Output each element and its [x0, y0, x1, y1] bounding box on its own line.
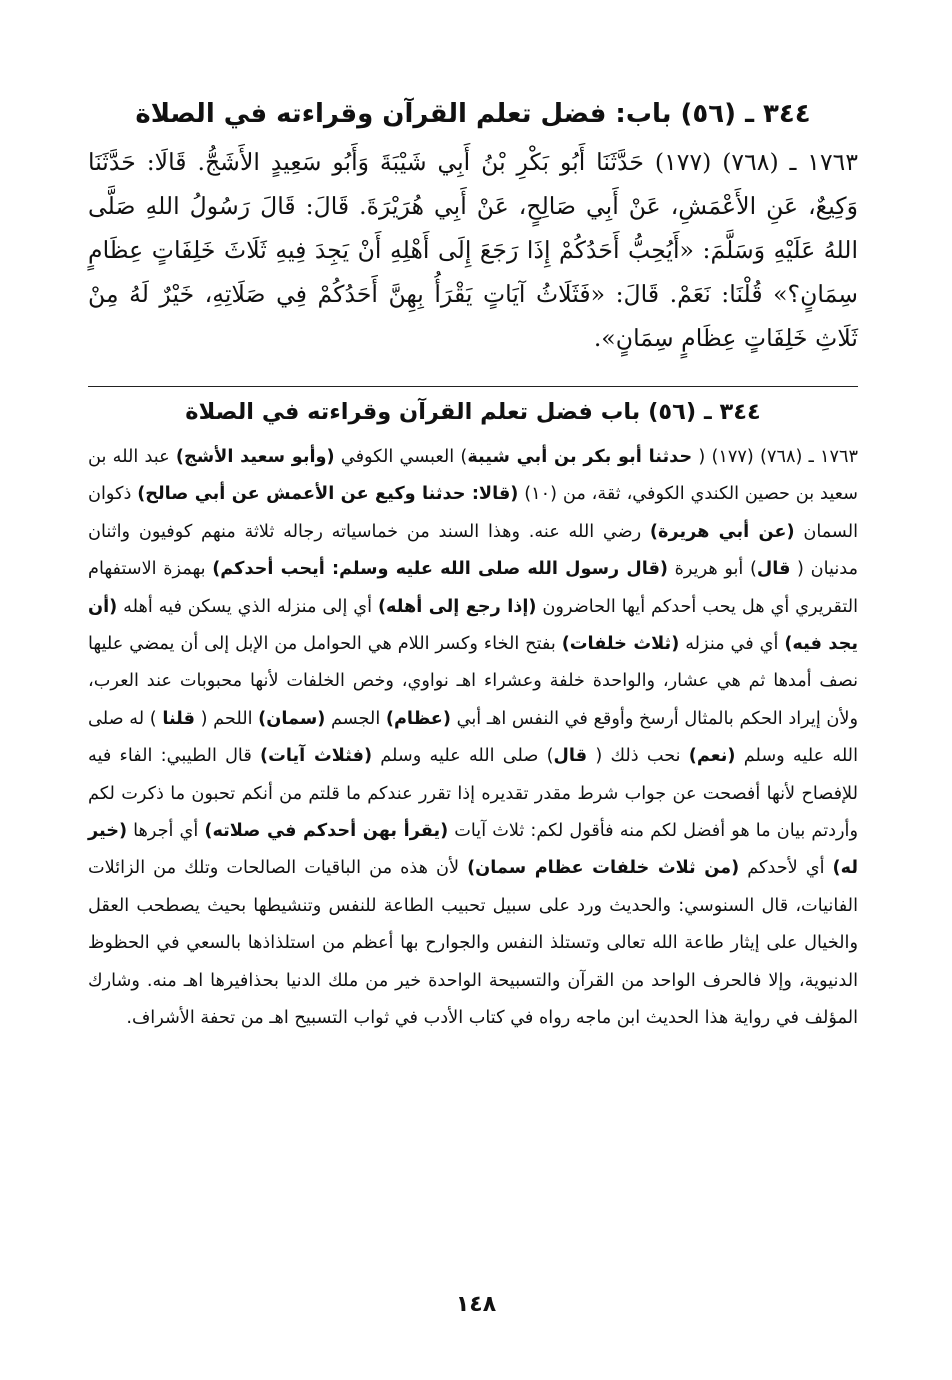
commentary-segment: رضي الله عنه. وهذا السند من خماسياته رجاله ثلاثة منهم كوفيون واثنان مدنيان (	[88, 521, 858, 580]
commentary-segment: أي لأحدكم	[739, 858, 833, 879]
commentary-bold-segment: (يقرأ بهن أحدكم في صلاته)	[204, 821, 449, 842]
commentary-segment: اللحم (	[194, 708, 259, 729]
commentary-bold-segment: قال	[756, 559, 791, 580]
commentary-segment: بهمزة الاستفهام التقريري أي هل يحب أحدكم أيها الحاضرون	[88, 559, 859, 617]
commentary-segment: أي إلى منزله الذي يسكن فيه أهله	[117, 596, 378, 617]
commentary-segment: ١٧٦٣ ـ (٧٦٨) (١٧٧) (	[692, 447, 859, 467]
separator-line	[88, 386, 858, 387]
commentary-text	[88, 439, 858, 1038]
commentary-segment: ) العبسي الكوفي	[334, 447, 468, 467]
commentary-bold-segment: (قالا: حدثنا وكيع عن الأعمش عن أبي صالح)	[137, 484, 519, 505]
commentary-bold-segment: قال	[553, 746, 588, 767]
commentary-bold-segment: (قال رسول الله صلى الله عليه وسلم: أيحب أحدكم)	[212, 559, 669, 580]
commentary-segment: ) صلى الله عليه وسلم	[372, 746, 554, 767]
chapter-heading: ٣٤٤ ـ (٥٦) باب: فضل تعلم القرآن وقراءته في الصلاة	[135, 99, 811, 129]
page-body	[88, 94, 858, 1038]
commentary-segment: عبد الله بن سعيد بن حصين الكندي الكوفي، ثقة، من (١٠)	[88, 447, 859, 505]
commentary-segment: أي أجرها	[127, 821, 205, 842]
hadith-text: ١٧٦٣ ـ (٧٦٨) (١٧٧) حَدَّثَنَا أَبُو بَكْرِ بْنُ أَبِي شَيْبَةَ وَأَبُو سَعِيدٍ الأَشَجُّ. قَالَا: حَدَّثَنَا وَكِيعٌ، عَنِ الأَعْمَشِ، عَنْ أَبِي صَالِحٍ، عَنْ أَبِي هُرَيْرَةَ. قَالَ: قَالَ رَسُولُ اللهِ صَلَّى اللهُ عَلَيْهِ وَسَلَّمَ: «أَيُحِبُّ أَحَدُكُمْ إِذَا رَجَعَ إِلَى أَهْلِهِ أَنْ يَجِدَ فِيهِ ثَلَاثَ خَلِفَاتٍ عِظَامٍ سِمَانٍ؟» قُلْنَا: نَعَمْ. قَالَ: «فَثَلَاثُ آيَاتٍ يَقْرَأُ بِهِنَّ أَحَدُكُمْ فِي صَلَاتِهِ، خَيْرٌ لَهُ مِنْ ثَلَاثِ خَلِفَاتٍ عِظَامٍ سِمَانٍ».	[88, 148, 858, 352]
commentary-bold-segment: (عظام)	[385, 708, 451, 729]
commentary-bold-segment: (فثلاث آيات)	[260, 746, 373, 767]
commentary-bold-segment: حدثنا أبو بكر بن أبي شيبة	[467, 447, 693, 467]
commentary-segment: ) أبو هريرة	[668, 559, 757, 580]
commentary-segment: بفتح الخاء وكسر اللام هي الحوامل من الإبل إلى أن يمضي عليها نصف أمدها ثم هي عشار، والواحدة خلفة وعشراء اهـ نواوي، وخص الخلفات لأنها محبوبات عند العرب، ولأن إيراد الحكم بالمثال أرسخ وأوقع في النفس اهـ أبي	[88, 634, 858, 729]
commentary-bold-segment: (من ثلاث خلفات عظام سمان)	[467, 858, 740, 879]
commentary-heading: ٣٤٤ ـ (٥٦) باب فضل تعلم القرآن وقراءته في الصلاة	[185, 399, 761, 425]
commentary-bold-segment: (عن أبي هريرة)	[649, 521, 795, 542]
commentary-segment: قال الطيبي: الفاء فيه للإفصاح لأنها أفصحت عن جواب شرط مقدر تقديره إذا تقرر عندكم ما قلتم من أنكم تحبون ما ذكرت لكم وأردتم بيان ما هو أفضل لكم منه فأقول لكم: ثلاث آيات	[88, 746, 858, 842]
commentary-segment: الجسم	[325, 708, 386, 729]
commentary-segment: لأن هذه من الباقيات الصالحات وتلك من الزائلات الفانيات، قال السنوسي: والحديث ورد على سبيل تحبيب الطاعة للنفس وتنشيطها بحيث يصطحب العقل والخيال على إيثار طاعة الله تعالى وتستلذ النفس والجوارح بها أعظم من استلذاذها بالسعي في الحظوظ الدنيوية، وإلا فالحرف الواحد من القرآن والتسبيحة الواحدة خير من ملك الدنيا بحذافيرها اهـ منه. وشارك المؤلف في رواية هذا الحديث ابن ماجه رواه في كتاب الأدب في ثواب التسبيح اهـ من تحفة الأشراف.	[88, 858, 858, 1029]
commentary-bold-segment: (ثلاث خلفات)	[561, 634, 680, 655]
commentary-segment: نحب ذلك (	[587, 746, 689, 767]
commentary-bold-segment: (نعم)	[688, 746, 736, 767]
commentary-bold-segment: (وأبو سعيد الأشج)	[175, 447, 335, 467]
commentary-bold-segment: قلنا	[162, 708, 195, 729]
commentary-segment: ذكوان السمان	[88, 484, 859, 542]
commentary-segment: أي في منزله	[679, 634, 785, 655]
commentary-segment: ) له صلى الله عليه وسلم	[88, 708, 858, 767]
commentary-bold-segment: (إذا رجع إلى أهله)	[377, 596, 537, 617]
commentary-bold-segment: (أن يجد فيه)	[88, 596, 858, 655]
commentary-bold-segment: (سمان)	[258, 708, 326, 729]
commentary-bold-segment: (خير له)	[88, 821, 858, 879]
page-number: ١٤٨	[455, 1292, 497, 1317]
